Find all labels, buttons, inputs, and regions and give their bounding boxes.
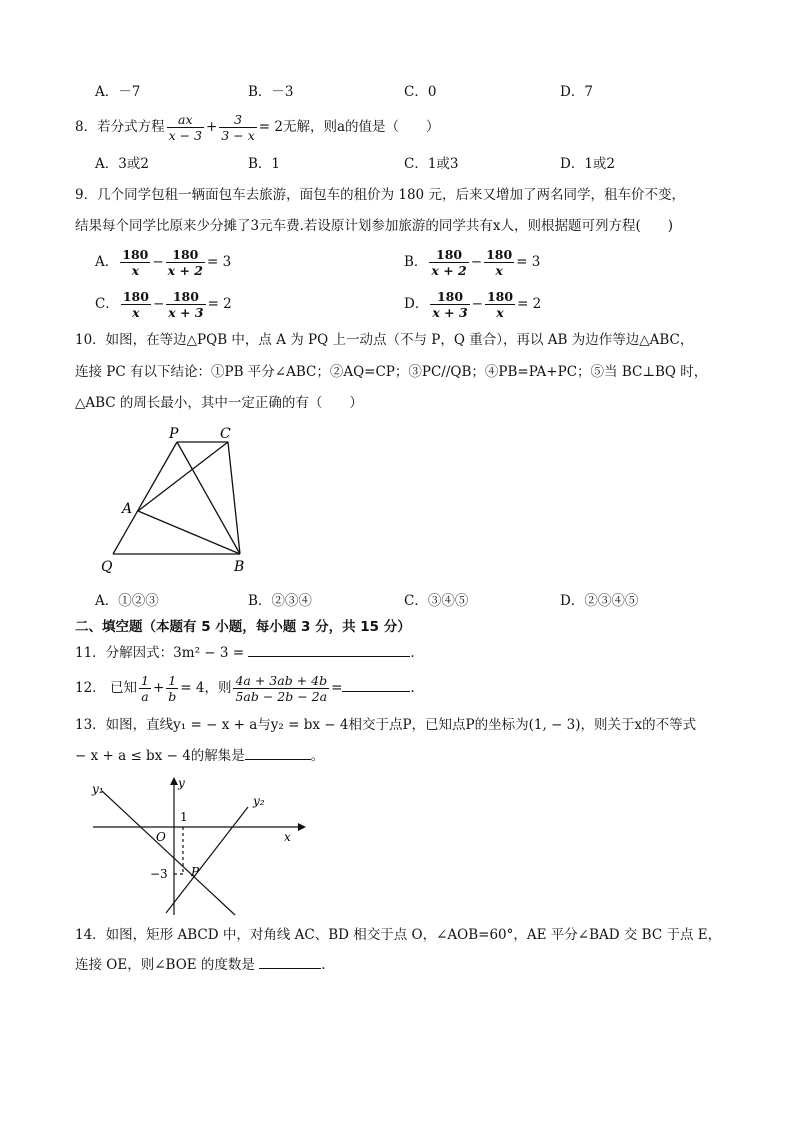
x-axis-arrow — [298, 823, 306, 831]
label-B: B — [234, 559, 245, 575]
question-12: 12． 已知 $\frac{1}{a}$ + $\frac{1}{b}$ = 4，则 $\frac{4a + 3ab + 4b}{5ab - 2b - 2a}$ = . — [75, 673, 415, 704]
segment-PB — [177, 442, 240, 554]
segment-QP — [113, 442, 177, 554]
q9-option-b: B． $\frac{180}{x + 2}$ − $\frac{180}{x}$ = 3 — [404, 247, 541, 278]
q10-option-b: B．②③④ — [248, 593, 312, 609]
line-y1 — [102, 791, 235, 915]
label-Q: Q — [101, 559, 113, 575]
label-C: C — [220, 426, 231, 442]
q8-prefix: 8．若分式方程 — [75, 119, 165, 135]
label-x: x — [284, 830, 291, 844]
q12-answer-blank[interactable] — [342, 679, 410, 692]
label-one: 1 — [180, 810, 188, 824]
label-y2: y₂ — [253, 794, 265, 808]
q10-line-1: 10．如图，在等边△PQB 中，点 A 为 PQ 上一动点（不与 P，Q 重合），再以 AB 为边作等边△ABC， — [75, 332, 694, 348]
q9-option-a: A． $\frac{180}{x}$ − $\frac{180}{x + 2}$ = 3 — [95, 247, 232, 278]
q13-answer-blank[interactable] — [245, 747, 311, 760]
q10-line-3: △ABC 的周长最小，其中一定正确的有（ ） — [75, 395, 363, 411]
q14-line-2: 连接 OE，则∠BOE 的度数是 . — [75, 957, 326, 973]
q10-option-a: A．①②③ — [95, 593, 159, 609]
q8-suffix: = 2无解，则a的值是（ ） — [258, 119, 440, 135]
q8-option-a: A．3或2 — [95, 156, 149, 172]
q13-graph-figure — [88, 775, 308, 920]
q8-option-b: B．1 — [248, 156, 281, 172]
label-P: P — [191, 865, 200, 879]
label-minus-3: −3 — [150, 867, 168, 881]
q8-option-c: C．1或3 — [404, 156, 459, 172]
q7-option-a: A．－7 — [95, 84, 141, 100]
q9-option-d: D． $\frac{180}{x + 3}$ − $\frac{180}{x}$ = 2 — [404, 289, 542, 320]
q10-line-2: 连接 PC 有以下结论：①PB 平分∠ABC；②AQ=CP；③PC//QB；④PB=PA+PC；⑤当 BC⊥BQ 时， — [75, 364, 708, 380]
segment-AB — [138, 511, 240, 554]
label-P: P — [169, 426, 179, 442]
q10-option-c: C．③④⑤ — [404, 593, 469, 609]
q7-option-d: D．7 — [560, 84, 593, 100]
q8-fraction-2: $\frac{3}{3 - x}$ — [221, 112, 255, 143]
section-2-heading: 二、填空题（本题有 5 小题，每小题 3 分，共 15 分） — [75, 619, 411, 635]
q14-line-1: 14．如图，矩形 ABCD 中，对角线 AC、BD 相交于点 O，∠AOB=60°，AE 平分∠BAD 交 BC 于点 E， — [75, 927, 722, 943]
y-axis-arrow — [170, 777, 178, 785]
q14-answer-blank[interactable] — [259, 956, 321, 969]
q13-line-2: − x + a ≤ bx − 4的解集是 。 — [75, 748, 325, 764]
label-y1: y₁ — [92, 782, 104, 796]
q7-option-c: C．0 — [404, 84, 437, 100]
q9-line-2: 结果每个同学比原来少分摊了3元车费.若设原计划参加旅游的同学共有x人，则根据题可列方程( ) — [75, 218, 674, 234]
label-origin: O — [156, 830, 166, 844]
q11-answer-blank[interactable] — [248, 644, 410, 657]
q9-line-1: 9．几个同学包租一辆面包车去旅游，面包车的租价为 180 元，后来又增加了两名同学，租车价不变， — [75, 187, 685, 203]
segment-CB — [228, 442, 240, 554]
q10-option-d: D．②③④⑤ — [560, 593, 639, 609]
q8-option-d: D．1或2 — [560, 156, 616, 172]
q9-option-c: C． $\frac{180}{x}$ − $\frac{180}{x + 3}$ = 2 — [95, 289, 232, 320]
q10-triangle-figure — [95, 422, 265, 580]
q13-line-1: 13．如图，直线y₁ = − x + a与y₂ = bx − 4相交于点P，已知点P的坐标为(1, − 3)，则关于x的不等式 — [75, 717, 697, 733]
q8-fraction-1: $\frac{ax}{x - 3}$ — [168, 112, 203, 143]
label-A: A — [122, 501, 133, 517]
label-y: y — [178, 776, 185, 790]
question-11: 11．分解因式：3m² − 3 = . — [75, 645, 415, 661]
question-8: 8．若分式方程 $\frac{ax}{x - 3}$ + $\frac{3}{3 - x}$ = 2无解，则a的值是（ ） — [75, 112, 440, 143]
line-y2 — [166, 807, 248, 913]
q7-option-b: B．－3 — [248, 84, 294, 100]
